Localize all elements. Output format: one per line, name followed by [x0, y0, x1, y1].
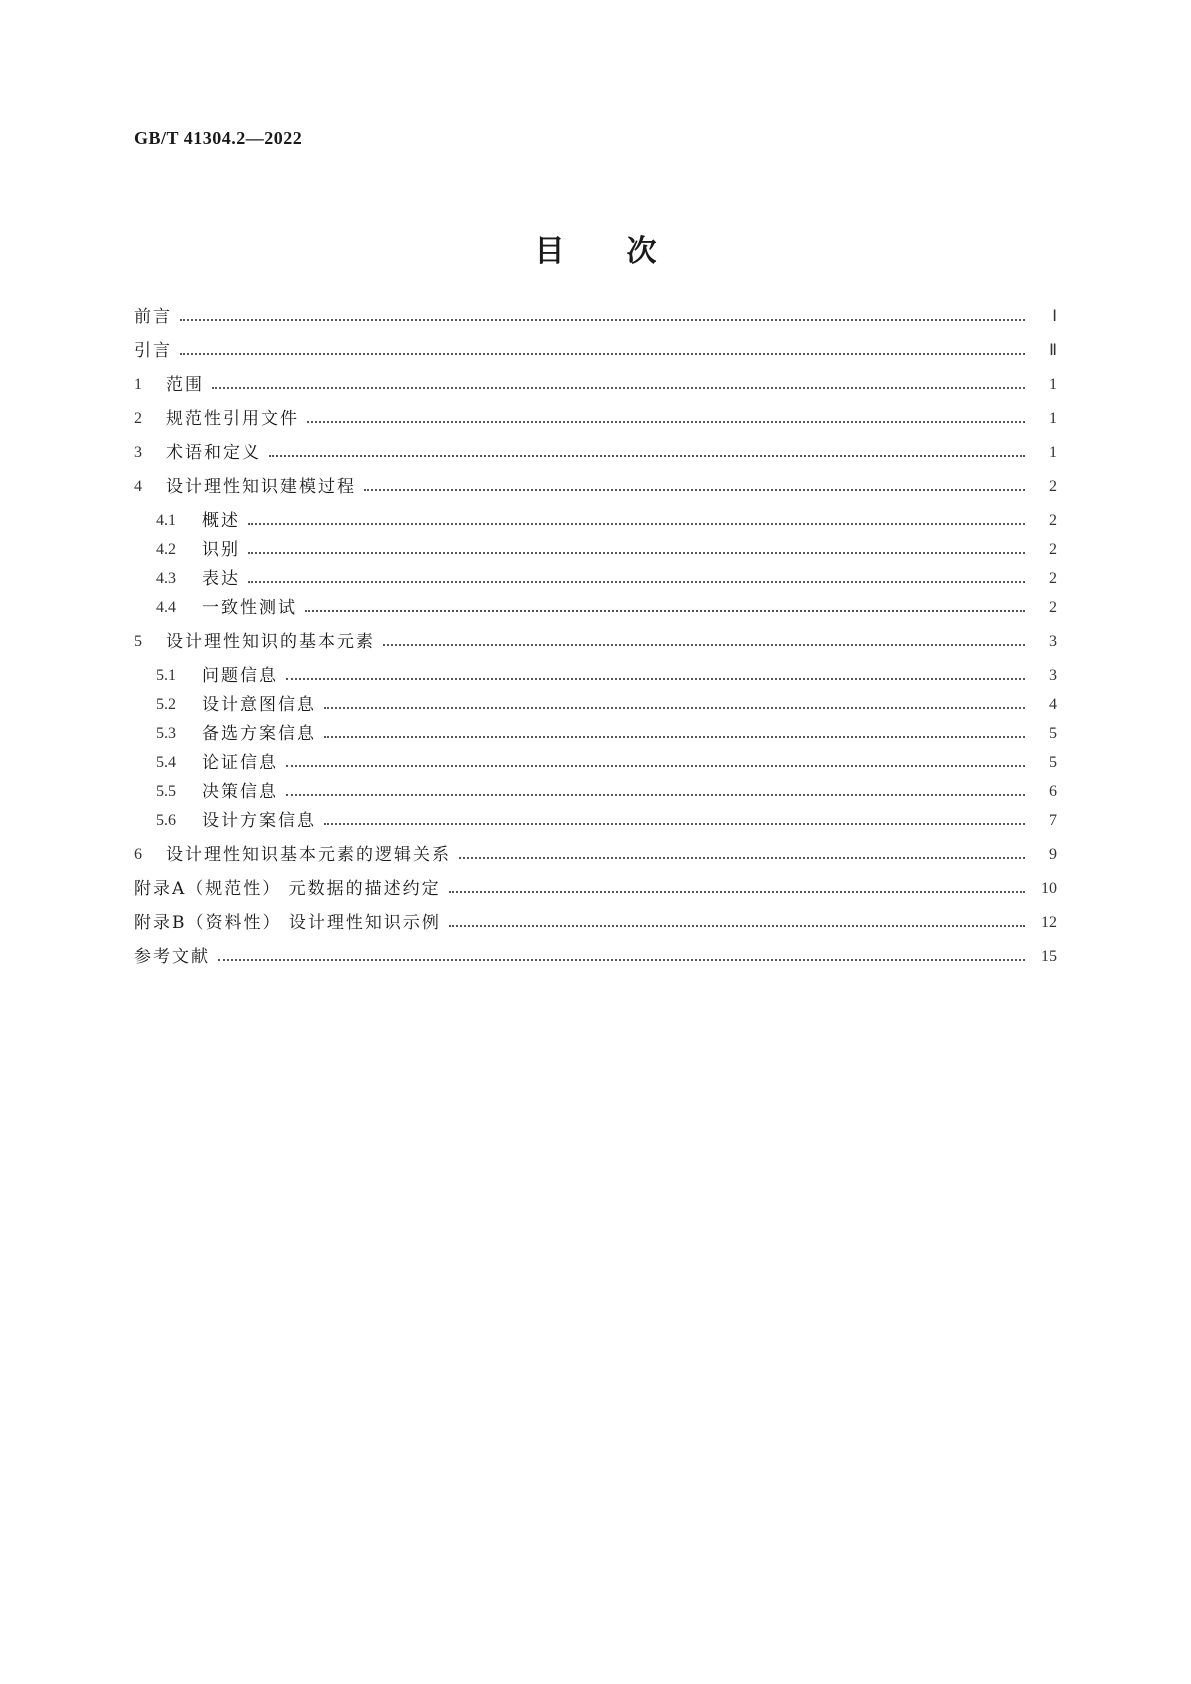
toc-entry-number: 3 [134, 444, 142, 461]
toc-entry-title: 规范性引用文件 [166, 409, 299, 429]
toc-entry-title: 设计理性知识基本元素的逻辑关系 [166, 845, 451, 865]
toc-entry-title: 附录A（规范性） 元数据的描述约定 [134, 879, 441, 899]
toc-entry-page: 1 [1049, 444, 1057, 461]
toc-entry[interactable] [156, 663, 1057, 689]
dot-leader [180, 338, 1025, 364]
dot-leader [324, 721, 1025, 747]
toc-entry-title: 引言 [134, 341, 172, 361]
toc-entry[interactable] [134, 842, 1057, 868]
dot-leader [324, 692, 1025, 718]
dot-leader [269, 440, 1025, 466]
toc-entry-title: 参考文献 [134, 947, 210, 967]
toc-entry-title: 概述 [202, 511, 240, 531]
dot-leader [449, 910, 1025, 936]
toc-entry-title: 附录B（资料性） 设计理性知识示例 [134, 913, 441, 933]
toc-entry[interactable] [156, 537, 1057, 563]
dot-leader [449, 876, 1025, 902]
dot-leader [218, 944, 1025, 970]
toc-entry[interactable] [156, 508, 1057, 534]
toc-entry-title: 术语和定义 [166, 443, 261, 463]
toc-entry-title: 识别 [202, 540, 240, 560]
toc-entry-number: 5.5 [156, 783, 176, 800]
toc-entry-title: 问题信息 [202, 666, 278, 686]
toc-entry-title: 备选方案信息 [202, 724, 316, 744]
toc-entry-title: 设计意图信息 [202, 695, 316, 715]
toc-entry[interactable] [156, 721, 1057, 747]
toc-entry[interactable] [134, 474, 1057, 500]
toc-entry[interactable] [134, 304, 1057, 330]
toc-entry[interactable] [134, 372, 1057, 398]
dot-leader [248, 566, 1025, 592]
dot-leader [212, 372, 1025, 398]
dot-leader [286, 779, 1025, 805]
toc-entry-page: 15 [1041, 948, 1057, 965]
toc-entry-number: 4 [134, 478, 142, 495]
toc-entry-page: 5 [1049, 754, 1057, 771]
dot-leader [383, 629, 1025, 655]
toc-entry-number: 1 [134, 376, 142, 393]
toc-entry-number: 5.4 [156, 754, 176, 771]
toc-entry-page: 2 [1049, 570, 1057, 587]
dot-leader [248, 537, 1025, 563]
toc-entry-page: 7 [1049, 812, 1057, 829]
dot-leader [286, 663, 1025, 689]
toc-entry-page: 1 [1049, 376, 1057, 393]
toc-entry-number: 4.2 [156, 541, 176, 558]
dot-leader [307, 406, 1025, 432]
toc-entry[interactable] [156, 779, 1057, 805]
toc-entry-page: Ⅱ [1049, 342, 1057, 359]
dot-leader [324, 808, 1025, 834]
dot-leader [286, 750, 1025, 776]
dot-leader [459, 842, 1025, 868]
toc-entry-page: 2 [1049, 478, 1057, 495]
toc-entry-page: 5 [1049, 725, 1057, 742]
toc-entry-number: 4.1 [156, 512, 176, 529]
toc-entry-number: 5 [134, 633, 142, 650]
toc-entry-number: 5.2 [156, 696, 176, 713]
toc-entry-page: 2 [1049, 599, 1057, 616]
toc-entry-page: 2 [1049, 541, 1057, 558]
toc-entry-number: 4.3 [156, 570, 176, 587]
dot-leader [305, 595, 1025, 621]
toc-entry[interactable] [134, 629, 1057, 655]
toc-entry[interactable] [134, 338, 1057, 364]
toc-entry[interactable] [134, 944, 1057, 970]
toc-entry[interactable] [134, 876, 1057, 902]
toc-entry-number: 5.1 [156, 667, 176, 684]
toc-entry-title: 设计理性知识建模过程 [166, 477, 356, 497]
toc-entry[interactable] [134, 440, 1057, 466]
toc-entry-title: 设计理性知识的基本元素 [166, 632, 375, 652]
page-title: 目次 [534, 234, 719, 269]
toc-entry-title: 范围 [166, 375, 204, 395]
toc-entry[interactable] [156, 595, 1057, 621]
toc-entry-page: 1 [1049, 410, 1057, 427]
toc-entry-title: 表达 [202, 569, 240, 589]
toc-entry-number: 2 [134, 410, 142, 427]
toc-entry-page: 6 [1049, 783, 1057, 800]
toc-entry[interactable] [156, 808, 1057, 834]
toc-entry-title: 论证信息 [202, 753, 278, 773]
toc-entry-title: 设计方案信息 [202, 811, 316, 831]
toc-entry-number: 6 [134, 846, 142, 863]
toc-entry[interactable] [134, 910, 1057, 936]
toc-entry-number: 5.6 [156, 812, 176, 829]
toc-entry-page: 10 [1041, 880, 1057, 897]
toc-entry-page: Ⅰ [1052, 308, 1057, 325]
toc-entry[interactable] [134, 406, 1057, 432]
toc-entry-page: 4 [1049, 696, 1057, 713]
toc-entry-page: 3 [1049, 667, 1057, 684]
standard-code: GB/T 41304.2—2022 [134, 128, 303, 148]
toc-entry[interactable] [156, 750, 1057, 776]
toc-entry-title: 前言 [134, 307, 172, 327]
toc-entry-title: 决策信息 [202, 782, 278, 802]
toc-entry-page: 3 [1049, 633, 1057, 650]
toc-entry[interactable] [156, 692, 1057, 718]
toc-entry-number: 4.4 [156, 599, 176, 616]
toc-entry-page: 2 [1049, 512, 1057, 529]
toc-entry-page: 12 [1041, 914, 1057, 931]
toc-entry-title: 一致性测试 [202, 598, 297, 618]
dot-leader [180, 304, 1025, 330]
toc-entry[interactable] [156, 566, 1057, 592]
dot-leader [364, 474, 1025, 500]
toc-entry-page: 9 [1049, 846, 1057, 863]
dot-leader [248, 508, 1025, 534]
toc-entry-number: 5.3 [156, 725, 176, 742]
